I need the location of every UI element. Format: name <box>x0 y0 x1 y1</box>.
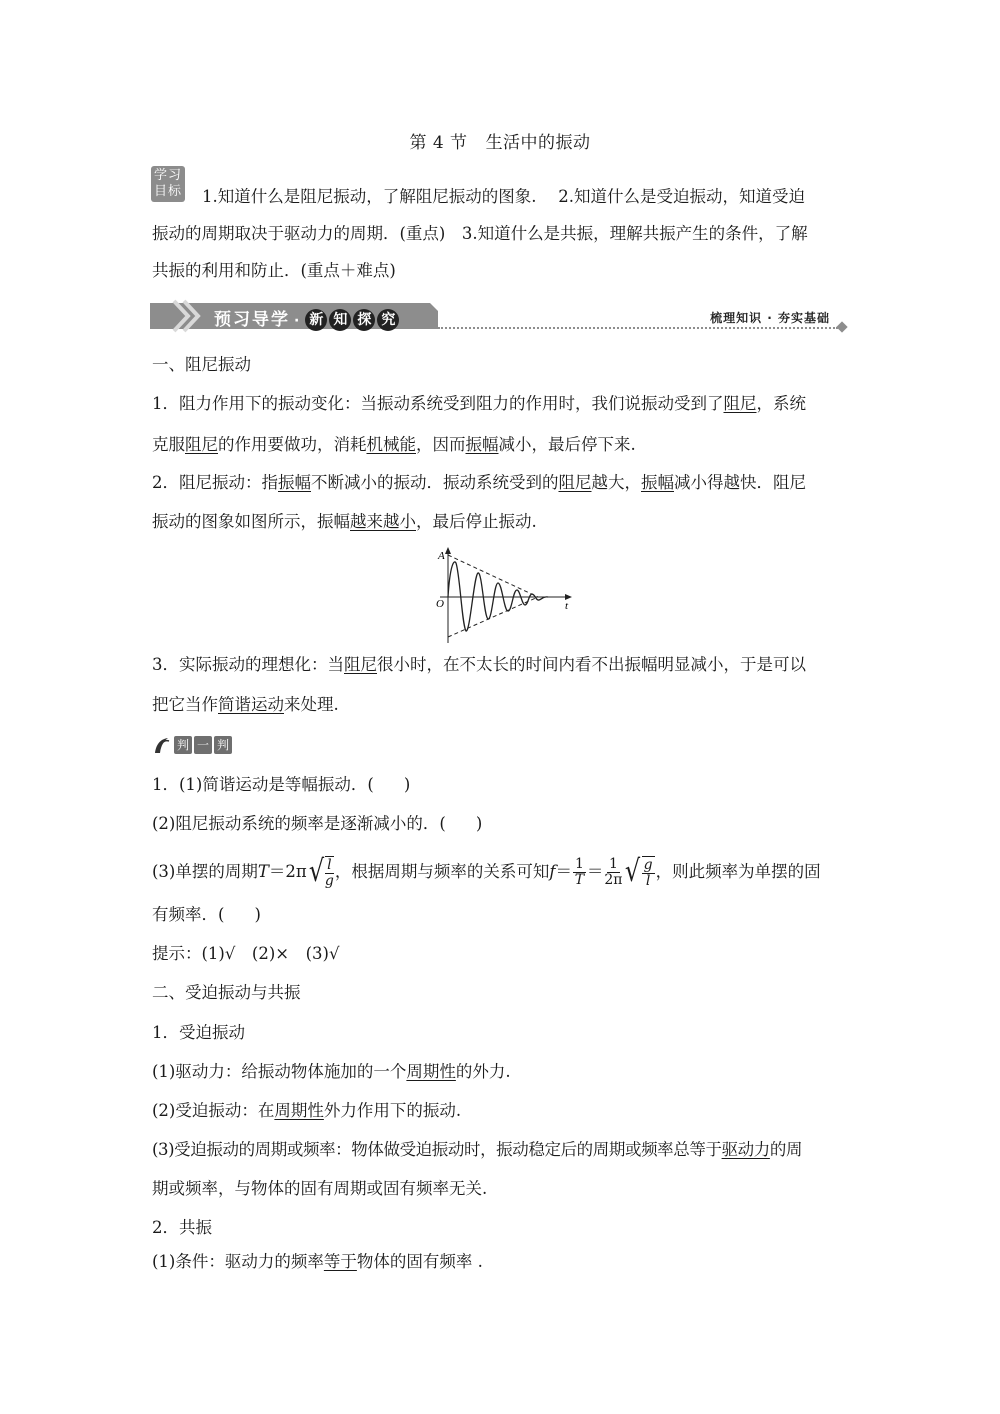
origin-label: O <box>436 598 444 610</box>
sqrt-expression: √ $\frac{g}{l}$ <box>625 854 653 889</box>
paragraph-3-line-1 <box>152 654 806 676</box>
y-axis-label: A <box>438 550 445 562</box>
badge-text-top: 学习 <box>153 168 182 183</box>
x-axis-label: t <box>565 600 569 612</box>
objective-line-2: 振动的周期取决于驱动力的周期．(重点) 3.知道什么是共振，理解共振产生的条件，了解 <box>152 224 808 243</box>
denominator: T <box>574 871 585 888</box>
underlined-answer: 振幅 <box>278 473 311 492</box>
text: 越大， <box>591 473 641 492</box>
objective-line-1: 1.知道什么是阻尼振动，了解阻尼振动的图象. 2.知道什么是受迫振动，知道受迫 <box>202 187 805 206</box>
text: ＝2π <box>268 862 307 881</box>
leaf-icon <box>152 735 172 755</box>
numerator: 1 <box>574 855 584 872</box>
denominator: 2π <box>604 871 623 888</box>
text: 把它当作 <box>152 695 218 714</box>
math-var: T <box>257 862 269 881</box>
underlined-answer: 振幅 <box>465 435 499 454</box>
text: ) <box>403 775 411 794</box>
judge-question-3-line-1 <box>152 852 821 892</box>
banner-subtitle: 梳理知识 · 夯实基础 <box>710 311 830 325</box>
text: (1)条件：驱动力的频率 <box>152 1252 324 1271</box>
text: ，则此频率为单摆的固 <box>655 862 821 881</box>
driving-force-definition <box>152 1061 511 1083</box>
text: 振动的图象如图所示，振幅 <box>152 512 350 531</box>
judge-hint: 提示：(1)√ (2)× (3)√ <box>152 944 340 963</box>
text: 外力作用下的振动. <box>323 1101 462 1120</box>
fraction <box>642 856 655 889</box>
underlined-answer: 振幅 <box>641 473 674 492</box>
paragraph-1-line-2 <box>152 434 636 456</box>
diamond-icon <box>836 321 847 332</box>
text: 3．实际振动的理想化：当 <box>152 655 344 674</box>
text: ) <box>254 905 261 924</box>
text: 来处理. <box>284 695 339 714</box>
judge-question-2 <box>152 813 482 835</box>
text: (3)单摆的周期 <box>152 862 258 881</box>
resonance-condition <box>152 1251 483 1273</box>
learning-objectives-badge <box>151 166 185 202</box>
text: 减小得越快．阻尼 <box>674 473 806 492</box>
text: 不断减小的振动．振动系统受到的 <box>311 473 559 492</box>
text: 很小时，在不太长的时间内看不出振幅明显减小，于是可以 <box>377 655 806 674</box>
text: 的周 <box>769 1140 803 1159</box>
resonance-heading: 2．共振 <box>152 1218 212 1237</box>
text: 克服 <box>152 435 185 454</box>
badge-text-bottom: 目标 <box>153 184 182 199</box>
underlined-answer: 机械能 <box>366 435 416 454</box>
math-var: f <box>549 862 556 881</box>
page-title <box>0 128 1000 153</box>
underlined-answer: 阻尼 <box>344 655 377 674</box>
circled-char: 新 <box>305 309 327 331</box>
numerator: l <box>327 856 332 873</box>
section2-heading: 二、受迫振动与共振 <box>152 983 301 1002</box>
forced-vibration-period-line-2: 期或频率，与物体的固有周期或固有频率无关. <box>152 1179 488 1198</box>
text: 减小，最后停下来. <box>498 435 636 454</box>
banner-dot: · <box>294 313 302 329</box>
underlined-answer: 阻尼 <box>723 394 757 413</box>
judge-section-label <box>152 735 232 755</box>
text: ) <box>475 814 483 833</box>
paragraph-1-line-1 <box>152 393 806 415</box>
text: 有频率．( <box>152 905 225 924</box>
text: 的外力. <box>455 1062 511 1081</box>
paragraph-2-line-2 <box>152 511 537 533</box>
section1-heading: 一、阻尼振动 <box>152 355 251 374</box>
numerator: 1 <box>608 855 618 872</box>
forced-vibration-heading: 1．受迫振动 <box>152 1023 245 1042</box>
text: 1．(1)简谐运动是等幅振动．( <box>152 775 374 794</box>
judge-char: 判 <box>174 736 192 754</box>
text: ，因而 <box>416 435 466 454</box>
underlined-answer: 周期性 <box>274 1101 324 1120</box>
text: ＝ <box>586 862 604 881</box>
judge-question-1 <box>152 774 410 796</box>
forced-vibration-period-line-1 <box>152 1139 802 1161</box>
denominator: l <box>645 872 651 889</box>
text: ，根据周期与频率的关系可知 <box>334 862 550 881</box>
denominator: g <box>324 872 334 889</box>
numerator: g <box>643 856 653 873</box>
double-chevron-icon <box>170 299 210 335</box>
circled-char: 知 <box>329 309 351 331</box>
sqrt-expression: √ $\frac{l}{g}$ <box>308 854 334 889</box>
section-number: 第 4 节 <box>409 133 468 153</box>
text: (3)受迫振动的周期或频率：物体做受迫振动时，振动稳定后的周期或频率总等于 <box>152 1140 722 1159</box>
judge-char: 判 <box>214 736 232 754</box>
underlined-answer: 阻尼 <box>185 435 218 454</box>
section-name: 生活中的振动 <box>485 133 591 153</box>
text: ，系统 <box>756 394 806 413</box>
paragraph-3-line-2 <box>152 694 339 716</box>
forced-vibration-definition <box>152 1100 461 1122</box>
text: ，最后停止振动. <box>416 512 537 531</box>
dotted-rule <box>438 327 838 329</box>
text: 物体的固有频率 . <box>356 1252 483 1271</box>
judge-char: 一 <box>194 736 212 754</box>
text: ＝ <box>555 862 572 881</box>
underlined-answer: 简谐运动 <box>218 695 284 714</box>
judge-question-3-line-2 <box>152 904 261 926</box>
text: 的作用要做功，消耗 <box>218 435 367 454</box>
underlined-answer: 阻尼 <box>558 473 592 492</box>
text: 2．阻尼振动：指 <box>152 473 278 492</box>
underlined-answer: 驱动力 <box>721 1140 770 1159</box>
objective-line-3: 共振的利用和防止．(重点＋难点) <box>152 261 396 280</box>
underlined-answer: 等于 <box>323 1252 357 1271</box>
circled-char: 究 <box>377 309 399 331</box>
underlined-answer: 周期性 <box>406 1062 456 1081</box>
fraction <box>604 857 622 888</box>
paragraph-2-line-1 <box>152 472 806 494</box>
damped-oscillation-figure <box>418 545 578 645</box>
text: (1)驱动力：给振动物体施加的一个 <box>152 1062 407 1081</box>
fraction <box>573 857 586 888</box>
underlined-answer: 越来越小 <box>350 512 416 531</box>
section-banner <box>150 303 850 331</box>
text: 1．阻力作用下的振动变化：当振动系统受到阻力的作用时，我们说振动受到了 <box>152 394 724 413</box>
banner-title <box>214 305 401 331</box>
text: (2)受迫振动：在 <box>152 1101 275 1120</box>
fraction <box>325 856 334 889</box>
banner-title-text: 预习导学 <box>214 310 290 330</box>
text: (2)阻尼振动系统的频率是逐渐减小的．( <box>152 814 446 833</box>
circled-char: 探 <box>353 309 375 331</box>
